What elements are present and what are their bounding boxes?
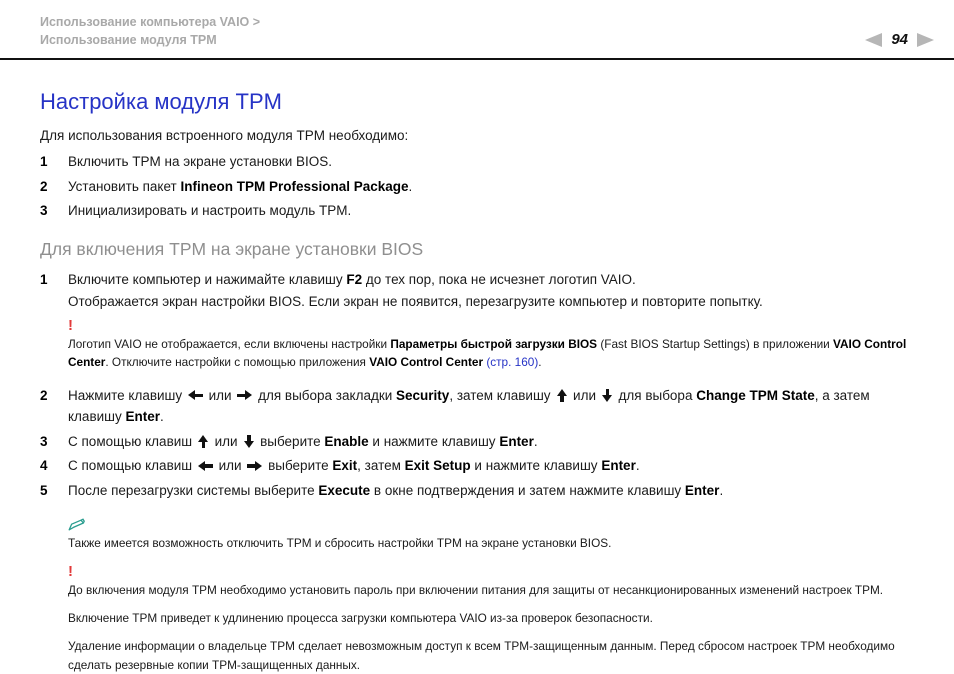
text-run: Включите компьютер и нажимайте клавишу [68,271,347,287]
text-run: Отображается экран настройки BIOS. Если экран не появится, перезагрузите компьютер и повторите попытку. [68,293,763,309]
step-text [68,480,912,502]
warning-icon: ! [68,562,73,580]
paragraph [68,480,912,502]
text-run: для выбора [614,387,697,403]
warning-callout [40,562,912,674]
content [0,60,954,674]
paragraph [68,581,912,599]
text-run: . [719,483,724,499]
arrow-left-icon [188,390,203,401]
paragraph [68,455,912,477]
step-text [68,385,912,428]
page-number: 94 [891,31,908,49]
note-callout [40,518,912,552]
text-run: для выбора закладки [254,387,397,403]
text-run: и нажмите клавишу [368,433,500,449]
bold-term: Security [396,387,450,403]
paragraph [68,151,912,173]
step-item [40,480,912,502]
text-run: до тех пор, пока не исчезнет логотип VAIO. [362,271,636,287]
text-run: . Отключите настройки с помощью приложения [105,355,370,370]
text-run: . [408,178,413,194]
arrow-down-icon [243,435,254,448]
subsection-title: Для включения TPM на экране установки BIOS [40,238,424,259]
text-run: (Fast BIOS Startup Settings) в приложении [597,337,834,352]
arrow-left-icon [198,460,213,471]
step-text [68,455,912,477]
text-run: Включить TPM на экране установки BIOS. [68,154,333,170]
paragraph [68,609,912,627]
step-number: 2 [40,178,48,194]
paragraph [68,431,912,453]
step-item [40,200,912,222]
bold-term: VAIO Control Center [68,337,907,370]
text-run: и нажмите клавишу [470,458,602,474]
step-number: 3 [40,203,48,219]
text-run: С помощью клавиш [68,458,196,474]
paragraph [68,385,912,428]
warning-icon: ! [68,317,73,335]
step-number: 5 [40,483,48,499]
note-pencil-icon [68,518,912,532]
arrow-up-icon [198,435,209,448]
step-item [40,151,912,173]
bold-term: Exit [332,458,358,474]
paragraph [68,176,912,198]
text-run: Удаление информации о владельце TPM сделает невозможным доступ к всем TPM-защищенным данным. Перед сбросом настроек TPM необходимо сделать резервные копии TPM-защищенных данных. [68,639,895,672]
bold-term: Enter [125,409,161,425]
bold-term: Enter [601,458,636,474]
bold-term: Enter [499,433,534,449]
bold-term: Enable [324,433,369,449]
bold-term: Infineon TPM Professional Package [180,178,409,194]
text-run: . [538,355,542,370]
text-run: Также имеется возможность отключить TPM и сбросить настройки TPM на экране установки BIOS. [68,535,612,550]
step-item [40,176,912,198]
text-run: выберите [264,458,333,474]
step-text [68,176,912,198]
bold-term: Execute [318,483,371,499]
bold-term: Enter [684,483,720,499]
prev-page-arrow-icon[interactable] [865,33,882,47]
text-run: . [160,409,164,425]
text-run: С помощью клавиш [68,433,196,449]
text-run: или [210,433,242,449]
paragraph [68,291,912,313]
text-run: После перезагрузки системы выберите [68,483,319,499]
arrow-down-icon [602,389,613,402]
step-number: 4 [40,458,48,474]
bold-term: Exit Setup [404,458,471,474]
text-run: , затем клавишу [449,387,555,403]
step-item [40,431,912,453]
step-item [40,269,912,312]
text-run: в окне подтверждения и затем нажмите клавишу [370,483,685,499]
text-run: или [569,387,600,403]
breadcrumb-line-1: Использование компьютера VAIO > [40,15,261,29]
bios-step-list [40,269,912,674]
step-item [40,385,912,428]
step-number: 2 [40,387,48,403]
paragraph [68,200,912,222]
text-run: . [635,458,640,474]
step-text [68,151,912,173]
step-text [68,269,912,312]
step-number: 1 [40,154,48,170]
paragraph [68,534,912,552]
page-title: Настройка модуля TPM [40,89,282,115]
text-run: , а затем клавишу [68,387,870,425]
bold-term: Change TPM State [696,387,815,403]
page-ref-link[interactable]: (стр. 160) [486,355,539,370]
text-run: Установить пакет [68,178,181,194]
paragraph [68,269,912,291]
step-item [40,455,912,477]
step-text [68,431,912,453]
text-run: или [214,458,246,474]
text-run: Нажмите клавишу [68,387,186,403]
paragraph [68,637,912,674]
arrow-right-icon [247,460,262,471]
breadcrumb [40,13,260,49]
text-run: Включение TPM приведет к удлинению процесса загрузки компьютера VAIO из-за проверок безопасности. [68,611,653,626]
step-number: 3 [40,433,48,449]
arrow-up-icon [556,389,567,402]
intro-text: Для использования встроенного модуля TPM необходимо: [40,127,409,143]
step-number: 1 [40,271,48,287]
page-header [0,0,954,58]
next-page-arrow-icon[interactable] [917,33,934,47]
paragraph [68,335,912,372]
bold-term: VAIO Control Center [369,355,484,370]
overview-step-list [40,151,912,222]
page-navigation [865,31,934,49]
warning-callout [40,319,912,372]
arrow-right-icon [237,390,252,401]
bold-term: F2 [346,271,363,287]
step-text [68,200,912,222]
bold-term: Параметры быстрой загрузки BIOS [390,337,598,352]
text-run: До включения модуля TPM необходимо установить пароль при включении питания для защиты от несанкционированных изменений настроек TPM. [68,582,884,597]
text-run: Инициализировать и настроить модуль TPM. [68,203,352,219]
text-run: . [533,433,538,449]
breadcrumb-line-2: Использование модуля TPM [40,33,217,48]
text-run: или [204,387,236,403]
text-run: Логотип VAIO не отображается, если включены настройки [68,337,391,352]
text-run: выберите [256,433,325,449]
text-run: , затем [357,458,405,474]
